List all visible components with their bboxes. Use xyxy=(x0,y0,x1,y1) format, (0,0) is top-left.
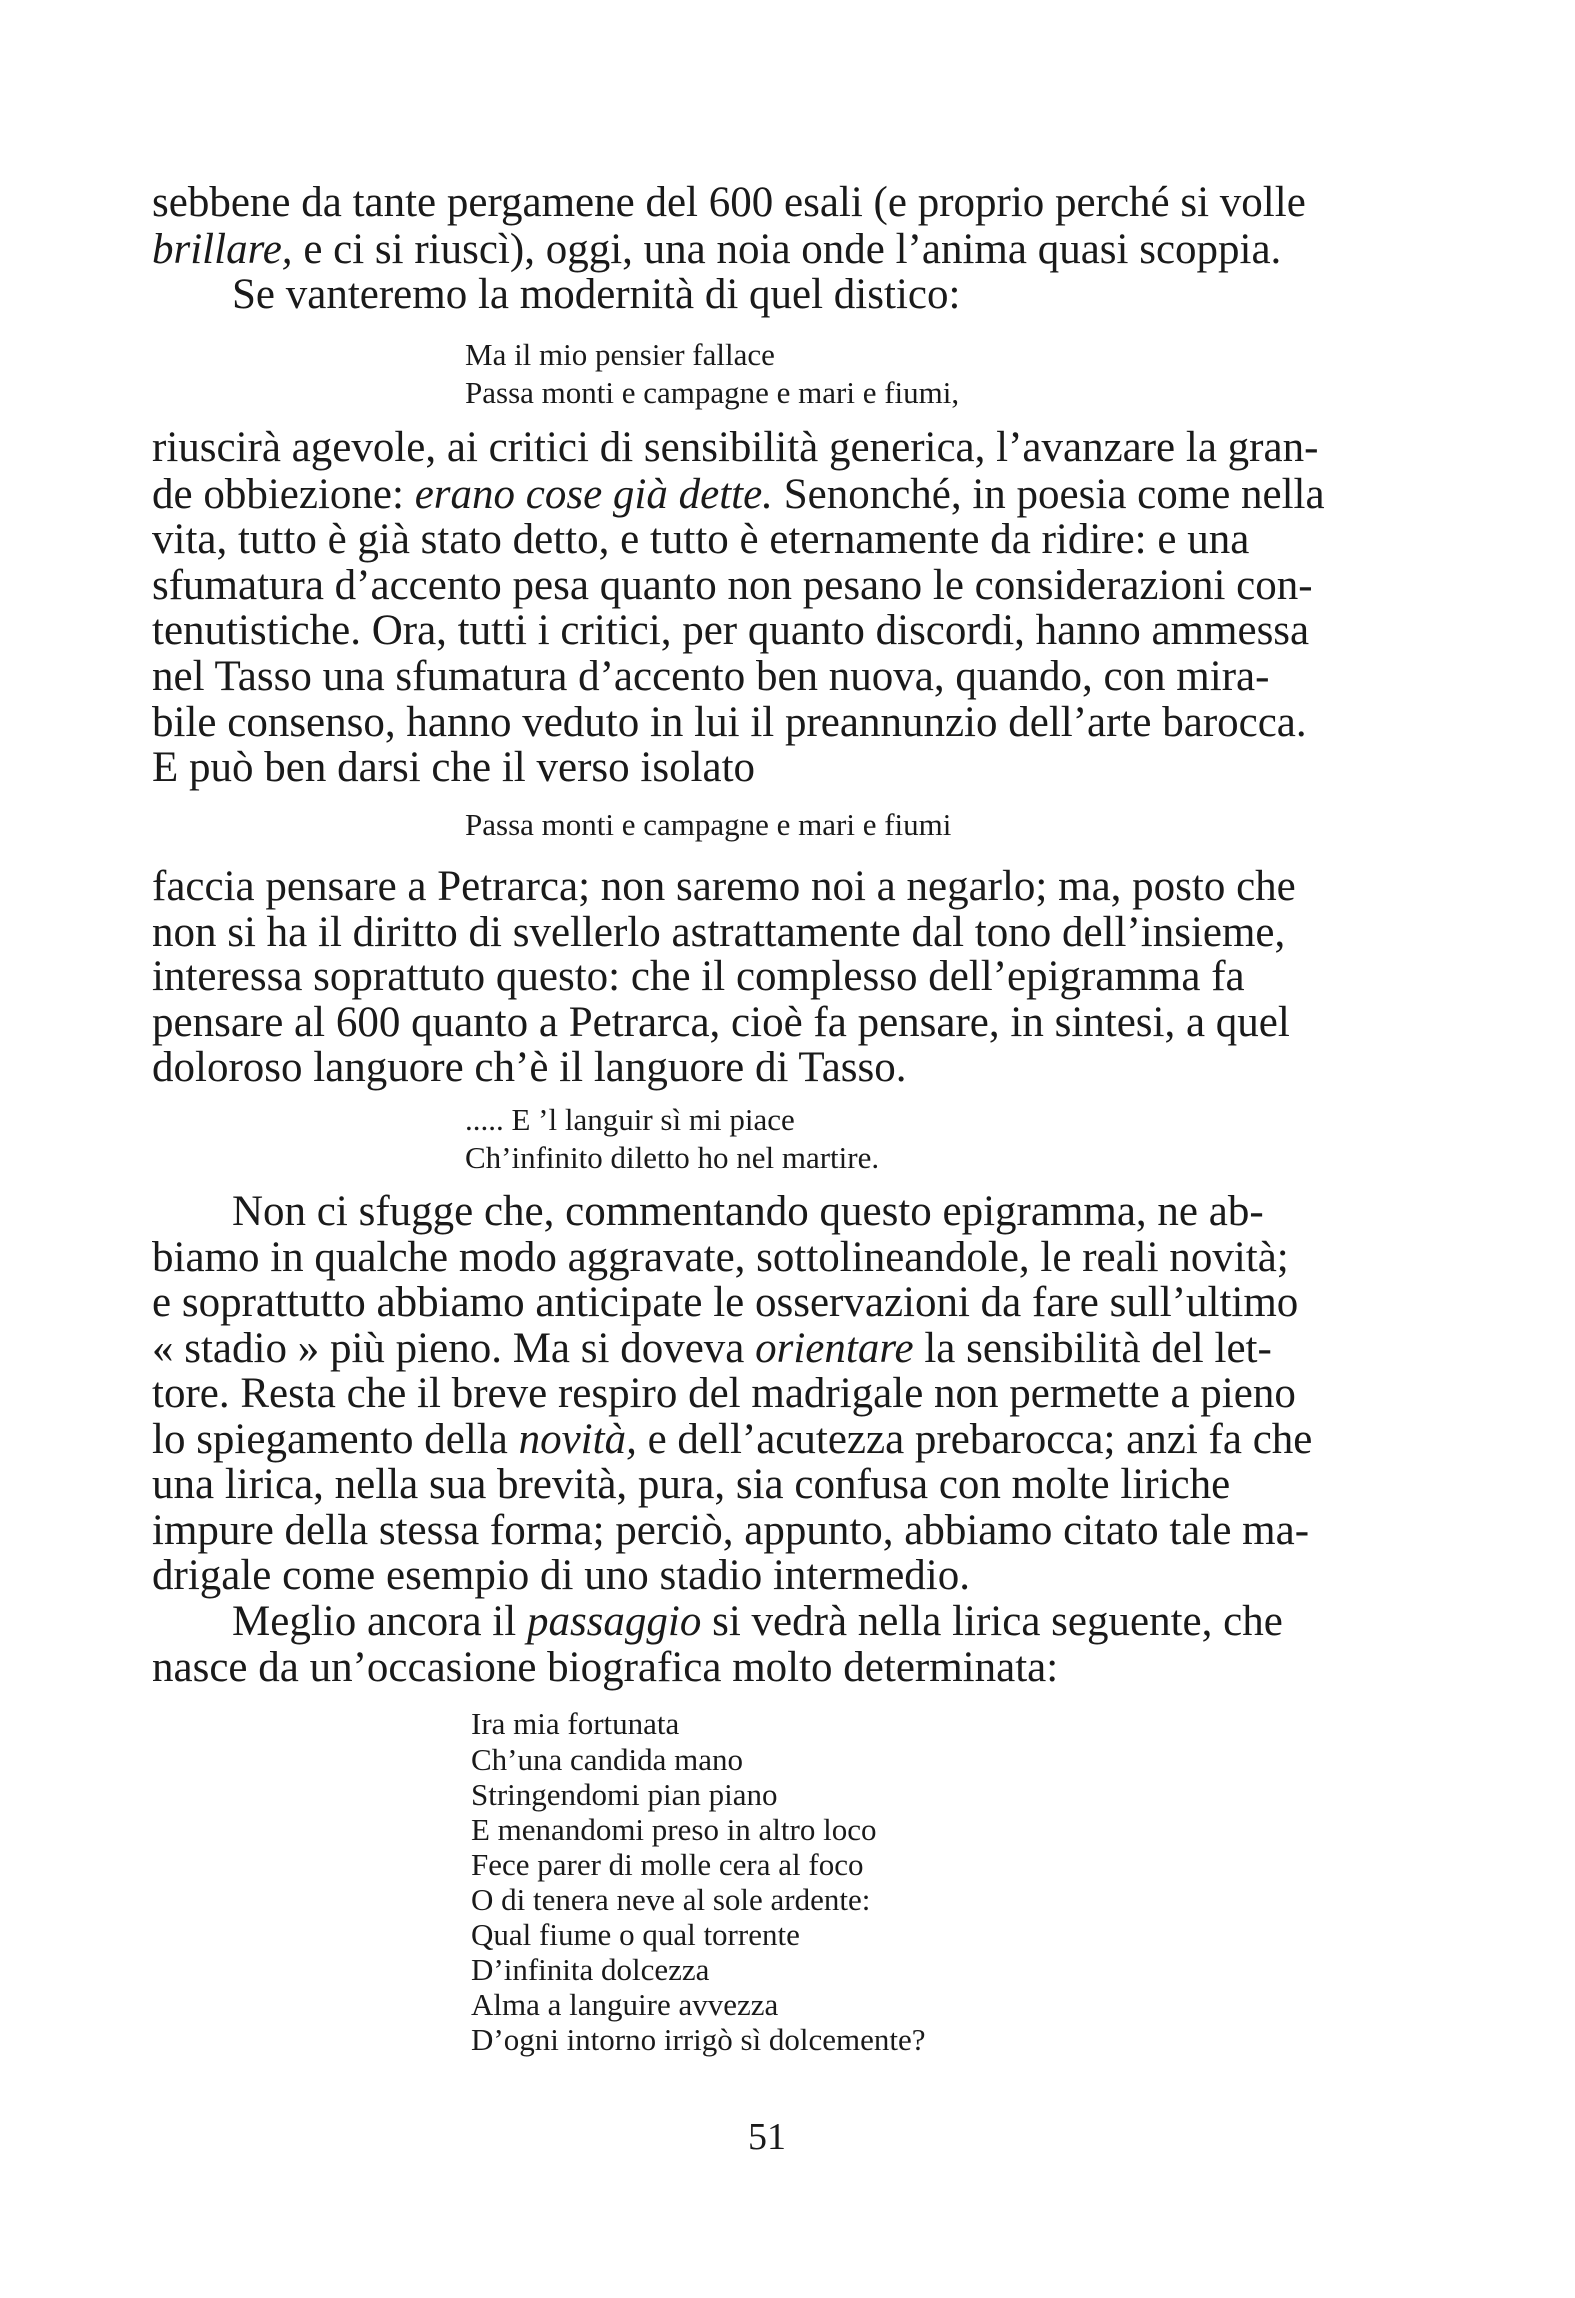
text-line: riuscirà agevole, ai critici di sensibilità generica, l’avanzare la gran- xyxy=(152,424,1319,471)
verse-line: Passa monti e campagne e mari e fiumi, xyxy=(465,375,960,410)
poem-line: Qual fiume o qual torrente xyxy=(471,1917,800,1952)
text-line: tenutistiche. Ora, tutti i critici, per quanto discordi, hanno ammessa xyxy=(152,607,1310,654)
verse-line: Ma il mio pensier fallace xyxy=(465,337,775,372)
text-line: nasce da un’occasione biografica molto determinata: xyxy=(152,1644,1059,1691)
text-line: faccia pensare a Petrarca; non saremo noi a negarlo; ma, posto che xyxy=(152,863,1296,910)
text-line: sebbene da tante pergamene del 600 esali (e proprio perché si volle xyxy=(152,179,1306,226)
text-line: una lirica, nella sua brevità, pura, sia confusa con molte liriche xyxy=(152,1461,1231,1508)
verse-line: Ch’infinito diletto ho nel martire. xyxy=(465,1140,880,1175)
text-line xyxy=(232,1597,1283,1646)
verse-line: ..... E ’l languir sì mi piace xyxy=(465,1102,795,1137)
text-line: impure della stessa forma; perciò, appunto, abbiamo citato tale ma- xyxy=(152,1507,1310,1554)
poem-line: Alma a languire avvezza xyxy=(471,1987,779,2022)
text-span: lo spiegamento della xyxy=(152,1416,519,1463)
text-line xyxy=(152,470,1325,519)
text-line xyxy=(152,1415,1312,1464)
text-line: doloroso languore ch’è il languore di Tasso. xyxy=(152,1044,907,1091)
poem-line: O di tenera neve al sole ardente: xyxy=(471,1882,871,1917)
text-span: si vedrà nella lirica seguente, che xyxy=(701,1598,1283,1645)
poem-line: Fece parer di molle cera al foco xyxy=(471,1847,864,1882)
italic-word: passaggio xyxy=(526,1598,702,1645)
text-span: Meglio ancora il xyxy=(232,1598,527,1645)
text-line: Se vanteremo la modernità di quel distico: xyxy=(232,271,961,318)
text-line: sfumatura d’accento pesa quanto non pesano le considerazioni con- xyxy=(152,562,1313,609)
text-span: e dell’acutezza prebarocca; anzi fa che xyxy=(636,1416,1313,1463)
italic-word: brillare, xyxy=(152,226,293,273)
text-line: E può ben darsi che il verso isolato xyxy=(152,744,756,791)
italic-word: novità, xyxy=(518,1416,637,1463)
text-line: bile consenso, hanno veduto in lui il preannunzio dell’arte barocca. xyxy=(152,699,1307,746)
text-line: drigale come esempio di uno stadio intermedio. xyxy=(152,1552,970,1599)
verse-line: Passa monti e campagne e mari e fiumi xyxy=(465,807,952,842)
text-line: tore. Resta che il breve respiro del madrigale non permette a pieno xyxy=(152,1370,1296,1417)
poem-line: Stringendomi pian piano xyxy=(471,1777,778,1812)
poem-line: Ch’una candida mano xyxy=(471,1742,744,1777)
poem-line: D’infinita dolcezza xyxy=(471,1952,710,1987)
poem-line: Ira mia fortunata xyxy=(471,1706,680,1741)
text-span: la sensibilità del let- xyxy=(913,1325,1272,1372)
text-line: pensare al 600 quanto a Petrarca, cioè fa pensare, in sintesi, a quel xyxy=(152,999,1290,1046)
text-span: Senonché, in poesia come nella xyxy=(772,471,1325,518)
text-span: « stadio » più pieno. Ma si doveva xyxy=(152,1325,756,1372)
text-line: vita, tutto è già stato detto, e tutto è eternamente da ridire: e una xyxy=(152,516,1250,563)
italic-phrase: erano cose già dette. xyxy=(414,471,773,518)
text-line xyxy=(152,225,1281,274)
text-line xyxy=(152,1324,1272,1373)
poem-line: D’ogni intorno irrigò sì dolcemente? xyxy=(471,2022,926,2057)
text-line: Non ci sfugge che, commentando questo epigramma, ne ab- xyxy=(232,1188,1264,1235)
text-line: e soprattutto abbiamo anticipate le osservazioni da fare sull’ultimo xyxy=(152,1279,1299,1326)
text-line: interessa soprattuto questo: che il complesso dell’epigramma fa xyxy=(152,953,1245,1000)
poem-line: E menandomi preso in altro loco xyxy=(471,1812,877,1847)
text-line: biamo in qualche modo aggravate, sottolineandole, le reali novità; xyxy=(152,1234,1289,1281)
text-line: nel Tasso una sfumatura d’accento ben nuova, quando, con mira- xyxy=(152,653,1270,700)
page-number: 51 xyxy=(748,2116,786,2158)
text-span: e ci si riuscì), oggi, una noia onde l’anima quasi scoppia. xyxy=(292,226,1282,273)
text-line: non si ha il diritto di svellerlo astrattamente dal tono dell’insieme, xyxy=(152,909,1286,956)
text-span: de obbiezione: xyxy=(152,471,415,518)
italic-word: orientare xyxy=(755,1325,914,1372)
